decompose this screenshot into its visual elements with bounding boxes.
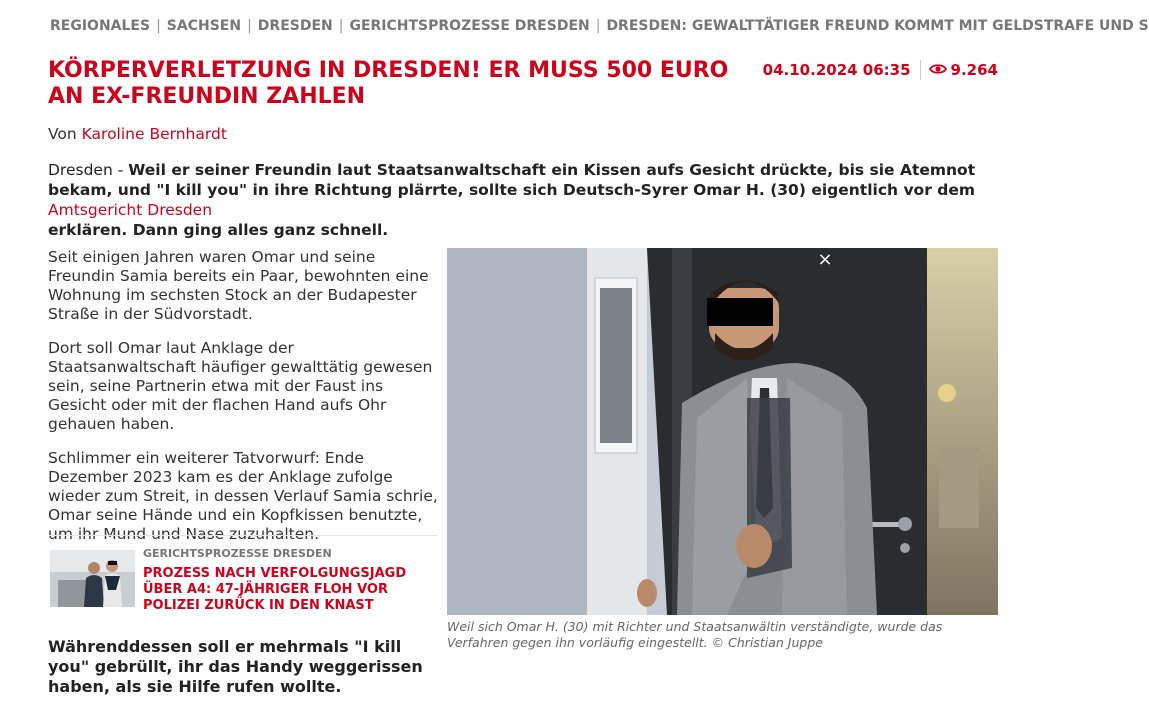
bold-paragraph: Währenddessen soll er mehrmals "I kill you" gebrüllt, ihr das Handy weggerissen haben, als sie Hilfe rufen wollte. xyxy=(48,637,423,696)
body-paragraph: Schlimmer ein weiterer Tatvorwurf: Ende Dezember 2023 kam es der Anklage zufolge wieder zum Streit, in dessen Verlauf Samia schrie, Omar seine Hände und ein Kopfkissen benutzte, um ihr Mund und Nase zuzuhalten. xyxy=(48,449,438,543)
related-article-teaser[interactable] xyxy=(48,535,438,627)
article-date: 04.10.2024 06:35 xyxy=(762,61,911,79)
breadcrumb-sachsen[interactable]: SACHSEN xyxy=(166,18,242,34)
lead-text-part-2: erklären. Dann ging alles ganz schnell. xyxy=(48,221,389,239)
eye-icon xyxy=(929,61,947,79)
article-body xyxy=(48,248,438,559)
author-line xyxy=(48,125,227,143)
breadcrumb-dresden[interactable]: DRESDEN xyxy=(257,18,333,34)
breadcrumb-regionales[interactable]: REGIONALES xyxy=(50,18,151,34)
breadcrumb-separator: | xyxy=(595,18,601,34)
breadcrumb-separator: | xyxy=(247,18,252,34)
related-article-title[interactable]: PROZESS NACH VERFOLGUNGSJAGD ÜBER A4: 47-JÄHRIGER FLOH VOR POLIZEI ZURÜCK IN DEN KNAST xyxy=(143,566,407,613)
meta-divider xyxy=(920,60,921,80)
author-prefix: Von xyxy=(48,125,77,143)
courtroom-photo xyxy=(447,248,998,615)
body-paragraph: Dort soll Omar laut Anklage der Staatsanwaltschaft häufiger gewalttätig gewesen sein, seine Partnerin etwa mit der Faust ins Gesicht oder mit der flachen Hand aufs Ohr gehauen haben. xyxy=(48,339,433,433)
breadcrumb-separator: | xyxy=(338,18,344,34)
view-count: 9.264 xyxy=(950,61,998,79)
article-meta xyxy=(763,60,998,80)
related-article-thumbnail[interactable] xyxy=(50,550,135,607)
body-paragraph: Seit einigen Jahren waren Omar und seine Freundin Samia bereits ein Paar, bewohnten eine Wohnung im sechsten Stock an der Budapester Straße in der Südvorstadt. xyxy=(48,248,429,323)
close-icon[interactable]: × xyxy=(817,249,833,270)
breadcrumb xyxy=(50,18,1149,34)
breadcrumb-separator: | xyxy=(156,18,161,34)
article-lead xyxy=(48,160,998,240)
lead-text-part-1: Weil er seiner Freundin laut Staatsanwaltschaft ein Kissen aufs Gesicht drückte, bis sie Atemnot bekam, und "I kill you" in ihre Richtung plärrte, sollte sich Deutsch-Syrer Omar H. (30) eigentlich vor dem xyxy=(48,161,976,199)
lead-location: Dresden - xyxy=(48,161,129,179)
author-link[interactable]: Karoline Bernhardt xyxy=(81,125,227,143)
amtsgericht-link[interactable]: Amtsgericht Dresden xyxy=(48,201,213,219)
photo-caption: Weil sich Omar H. (30) mit Richter und Staatsanwältin verständigte, wurde das Verfahren gegen ihn vorläufig eingestellt. © Christian Juppe xyxy=(447,619,943,650)
breadcrumb-current-article[interactable]: DRESDEN: GEWALTTÄTIGER FREUND KOMMT MIT GELDSTRAFE UND S xyxy=(606,18,1149,34)
article-headline: KÖRPERVERLETZUNG IN DRESDEN! ER MUSS 500 EURO AN EX-FREUNDIN ZAHLEN xyxy=(48,58,729,109)
breadcrumb-gerichtsprozesse[interactable]: GERICHTSPROZESSE DRESDEN xyxy=(349,18,590,34)
article-photo xyxy=(447,248,998,615)
related-article-kicker: GERICHTSPROZESSE DRESDEN xyxy=(143,547,332,560)
